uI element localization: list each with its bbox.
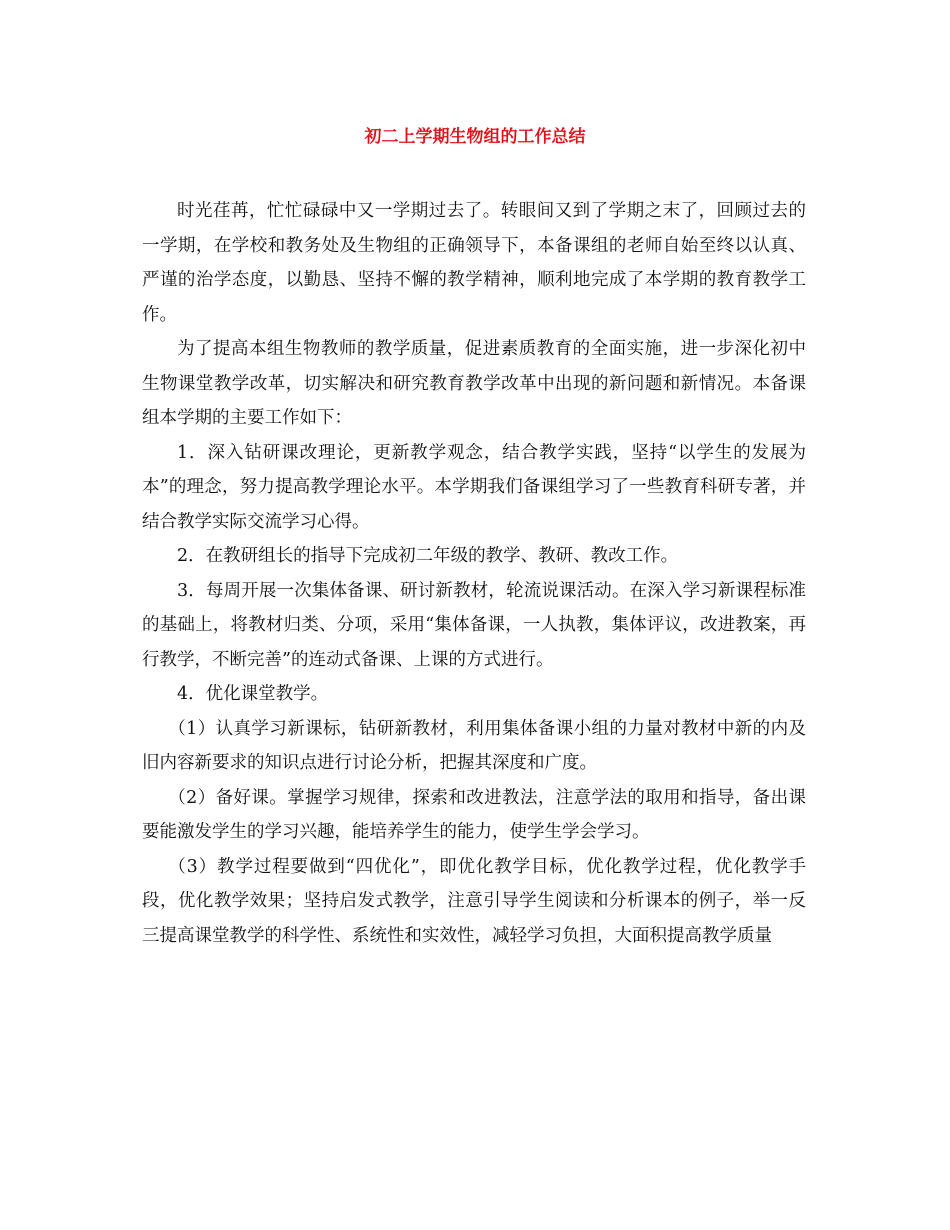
paragraph-intro: 时光荏苒，忙忙碌碌中又一学期过去了。转眼间又到了学期之末了，回顾过去的一学期，在学校和教务处及生物组的正确领导下，本备课组的老师自始至终以认真、严谨的治学态度，以勤恳、坚持不懈的教学精神，顺利地完成了本学期的教育教学工作。 bbox=[142, 201, 806, 325]
paragraph-item-2: 2．在教研组长的指导下完成初二年级的教学、教研、教改工作。 bbox=[177, 546, 679, 566]
paragraph-subitem-1: （1）认真学习新课标，钻研新教材，利用集体备课小组的力量对教材中新的内及旧内容新要求的知识点进行讨论分析，把握其深度和广度。 bbox=[142, 718, 806, 773]
paragraph-item-1: 1．深入钻研课改理论，更新教学观念，结合教学实践，坚持“以学生的发展为本”的理念，努力提高教学理论水平。本学期我们备课组学习了一些教育科研专著，并结合教学实际交流学习心得。 bbox=[142, 442, 806, 532]
document-body bbox=[142, 194, 806, 953]
paragraph-subitem-2: （2）备好课。掌握学习规律，探索和改进教法，注意学法的取用和指导，备出课要能激发学生的学习兴趣，能培养学生的能力，使学生学会学习。 bbox=[142, 787, 806, 842]
document-title: 初二上学期生物组的工作总结 bbox=[364, 127, 586, 147]
paragraph-purpose: 为了提高本组生物教师的教学质量，促进素质教育的全面实施，进一步深化初中生物课堂教学改革，切实解决和研究教育教学改革中出现的新问题和新情况。本备课组本学期的主要工作如下： bbox=[142, 339, 806, 428]
paragraph-item-3: 3．每周开展一次集体备课、研讨新教材，轮流说课活动。在深入学习新课程标准的基础上，将教材归类、分项，采用“集体备课，一人执教，集体评议，改进教案，再行教学，不断完善”的连动式备课、上课的方式进行。 bbox=[142, 580, 806, 670]
paragraph-subitem-3: （3）教学过程要做到“四优化”，即优化教学目标，优化教学过程，优化教学手段，优化教学效果；坚持启发式教学，注意引导学生阅读和分析课本的例子，举一反三提高课堂教学的科学性、系统性和实效性，减轻学习负担，大面积提高教学质量 bbox=[142, 856, 806, 946]
paragraph-item-4: 4．优化课堂教学。 bbox=[177, 684, 329, 704]
